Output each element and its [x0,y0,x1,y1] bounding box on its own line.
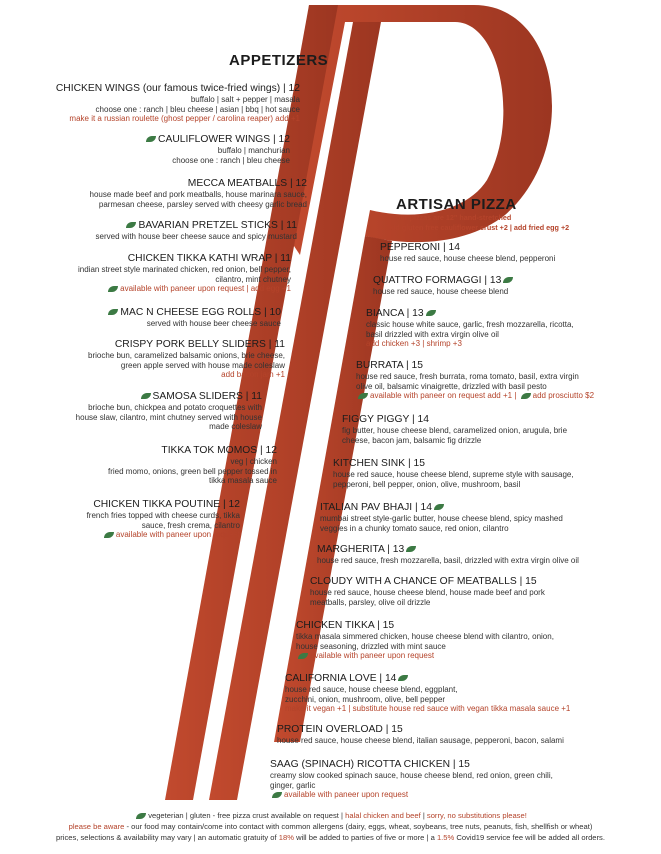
leaf-icon [108,286,118,292]
appetizer-item [10,133,290,165]
appetizer-item [0,498,240,540]
leaf-icon [108,309,118,315]
item-description: house red sauce, house cheese blend, house made beef and pork [310,588,545,597]
footer-gratuity: 18% [278,833,294,842]
item-description: french fries topped with cheese curds, tikka [86,511,240,520]
pizza-item [373,274,658,297]
footer-substitutions: sorry, no substitutions please! [426,811,527,820]
item-description: house red sauce, house cheese blend, pepperoni [380,254,556,263]
item-description: house red sauce, house cheese blend, italian sausage, pepperoni, bacon, salami [277,736,564,745]
item-description: brioche bun, chickpea and potato croquettes with [88,403,262,412]
leaf-icon [104,532,114,538]
item-title: BIANCA | 13 [366,308,424,319]
appetizer-item [20,82,300,124]
item-description: served with house beer cheese sauce [146,319,281,328]
appetizers-heading: APPETIZERS [229,52,329,69]
item-description: sauce, fresh crema, cilantro [141,520,240,530]
item-description: tikka masala sauce [208,476,277,486]
item-note: available with paneer on request add +1 | add prosciutto $2 [356,391,658,401]
item-description: house seasoning, drizzled with mint sauce [296,641,446,651]
item-note-text: add bacon jam +1 [221,370,285,380]
leaf-icon [521,393,531,399]
leaf-icon [126,222,136,228]
item-title: BURRATA | 15 [356,360,423,371]
pizza-subtitle-addons: add gluten free cauliflower crust +2 | add fried egg +2 [387,223,570,232]
pizza-item [342,413,658,445]
pizza-item [366,307,658,349]
footer-pricing [0,833,661,843]
item-description: veg | chicken [230,457,277,466]
item-description: house red sauce, house cheese blend, supreme style with sausage, [333,470,574,479]
item-note-text: available with paneer upon request [310,651,435,661]
item-note [366,339,658,349]
item-description: fig butter, house cheese blend, caramelized onion, arugula, brie [342,426,568,435]
item-description: made coleslaw [209,422,262,432]
leaf-icon [406,546,416,552]
item-description: basil drizzled with extra virgin olive oil [366,329,499,339]
item-description: house red sauce, fresh burrata, roma tomato, basil, extra virgin [356,372,579,381]
item-description: creamy slow cooked spinach sauce, house cheese blend, red onion, green chili, [270,771,553,780]
item-description: house red sauce, fresh mozzarella, basil, drizzled with extra virgin olive oil [317,556,579,565]
pizza-item [356,359,658,401]
appetizer-item [0,390,262,432]
item-description: cilantro, mint chutney [215,274,291,284]
footer-allergen-text: - our food may contain/come into contact with common allergens (dairy, eggs, wheat, soybeans, tree nuts, peanuts, fish, shellfish or wheat) [126,822,593,831]
leaf-icon [503,277,513,283]
appetizer-item [11,252,291,294]
item-description: cheese, bacon jam, balsamic fig drizzle [342,435,482,445]
item-description: house made beef and pork meatballs, house marinara sauce, [89,190,307,199]
item-description: house red sauce, house cheese blend, eggplant, [285,685,458,694]
item-title: CLOUDY WITH A CHANCE OF MEATBALLS | 15 [310,576,537,587]
pizza-item [277,723,658,746]
leaf-icon [146,136,156,142]
item-title: KITCHEN SINK | 15 [333,458,425,469]
item-description: parmesan cheese, parsley served with cheesy garlic bread [98,199,307,209]
item-title: FIGGY PIGGY | 14 [342,414,429,425]
item-note-text: make it vegan +1 | substitute house red sauce with vegan tikka masala sauce +1 [285,704,571,714]
pizza-item [380,241,658,264]
leaf-icon [136,813,146,819]
item-title: TIKKA TOK MOMOS | 12 [161,445,277,456]
item-title: PROTEIN OVERLOAD | 15 [277,724,403,735]
item-title: CALIFORNIA LOVE | 14 [285,673,397,684]
item-title: PEPPERONI | 14 [380,242,460,253]
item-title: ITALIAN PAV BHAJI | 14 [320,502,432,513]
item-description: green apple served with house made coleslaw [120,360,285,370]
pizza-item [333,457,658,489]
item-title: BAVARIAN PRETZEL STICKS | 11 [138,220,297,231]
item-description: veggies in a chunky tomato sauce, red onion, cilantro [320,523,509,533]
item-title: SAMOSA SLIDERS | 11 [152,391,262,402]
pizza-heading: ARTISAN PIZZA [396,196,517,213]
item-description: classic house white sauce, garlic, fresh mozzarella, ricotta, [366,320,574,329]
leaf-icon [358,393,368,399]
footer-vegetarian: vegeterian [148,811,184,820]
item-note-text: make it a russian roulette (ghost pepper / carolina reaper) add +1 [69,114,300,124]
item-note [0,530,240,540]
item-title: MAC N CHEESE EGG ROLLS | 10 [120,307,281,318]
footer-pricing-c: Covid19 service fee will be added all orders. [456,833,605,842]
pizza-item [296,619,658,661]
pizza-item [317,543,658,566]
item-description: ginger, garlic [270,780,316,790]
item-note [270,790,658,800]
leaf-icon [298,653,308,659]
item-title: CHICKEN WINGS (our famous twice-fried wings) | 12 [55,83,300,94]
item-description: mumbai street style-garlic butter, house cheese blend, spicy mashed [320,514,563,523]
item-description: house slaw, cilantro, mint chutney served with house [75,412,262,422]
item-description: choose one : ranch | bleu cheese [172,155,290,165]
item-description: buffalo | salt + pepper | masala [190,95,300,104]
item-description: house red sauce, house cheese blend [373,287,509,296]
item-title: QUATTRO FORMAGGI | 13 [373,275,502,286]
item-note [5,370,285,380]
pizza-item [310,575,658,607]
footer-pricing-b: will be added to parties of five or more | a [296,833,435,842]
appetizer-item [27,177,307,209]
footer-pricing-a: prices, selections & availability may vary | an automatic gratuity of [56,833,277,842]
leaf-icon [398,675,408,681]
footer-gluten: gluten - free pizza crust available on request [189,811,339,820]
appetizer-item [1,306,281,329]
leaf-icon [141,393,151,399]
item-description: meatballs, parsley, olive oil drizzle [310,597,431,607]
leaf-icon [272,792,282,798]
pizza-item [285,672,658,714]
item-note [296,651,658,661]
item-title: CAULIFLOWER WINGS | 12 [158,134,290,145]
item-title: CHICKEN TIKKA | 15 [296,620,395,631]
item-note-text: add chicken +3 | shrimp +3 [366,339,462,349]
appetizer-item [0,444,277,486]
pizza-subtitle-size: our pizzas are 12" hand-stretched [396,213,512,222]
item-description: tikka masala simmered chicken, house cheese blend with cilantro, onion, [296,632,554,641]
item-note-text: available with paneer on request add +1 [370,391,513,401]
item-note-text: available with paneer upon request [284,790,409,800]
item-title: CHICKEN TIKKA POUTINE | 12 [93,499,240,510]
leaf-icon [426,310,436,316]
item-description: indian street style marinated chicken, red onion, bell pepper, [77,265,291,274]
item-note-extra: add prosciutto $2 [532,391,595,401]
item-note [11,284,291,294]
item-note-text: available with paneer upon request [115,530,240,540]
item-description: pepperoni, bell pepper, onion, olive, mushroom, basil [333,479,521,489]
item-title: CRISPY PORK BELLY SLIDERS | 11 [114,339,285,350]
footer-halal: halal chicken and beef [345,811,421,820]
item-description: zucchini, onion, mushroom, olive, bell pepper [285,694,446,704]
item-description: served with house beer cheese sauce and spicy mustard [95,232,297,241]
item-title: SAAG (SPINACH) RICOTTA CHICKEN | 15 [270,759,470,770]
item-description: olive oil, balsamic vinaigrette, drizzled with basil pesto [356,381,547,391]
appetizer-item [5,338,285,380]
footer-fee: 1.5% [436,833,455,842]
pizza-item [270,758,658,800]
pizza-item [320,501,658,533]
item-title: MECCA MEATBALLS | 12 [187,178,307,189]
item-title: MARGHERITA | 13 [317,544,405,555]
item-note-text: available with paneer upon request | add egg +1 [120,284,291,294]
item-description: buffalo | manchurian [217,146,290,155]
item-note [285,704,658,714]
item-description: choose one : ranch | bleu cheese | asian | bbq | hot sauce [95,104,300,114]
footer-allergens [0,822,661,832]
leaf-icon [434,504,444,510]
item-title: CHICKEN TIKKA KATHI WRAP | 11 [127,253,291,264]
footer-warning: please be aware [68,822,125,831]
item-note [20,114,300,124]
item-description: fried momo, onions, green bell pepper tossed in [108,466,277,476]
item-description: brioche bun, caramelized balsamic onions, brie cheese, [88,351,285,360]
appetizer-item [17,219,297,242]
footer-legend: vegeterian | gluten - free pizza crust available on request | halal chicken and beef | sorry, no substitutions please! [0,811,661,821]
